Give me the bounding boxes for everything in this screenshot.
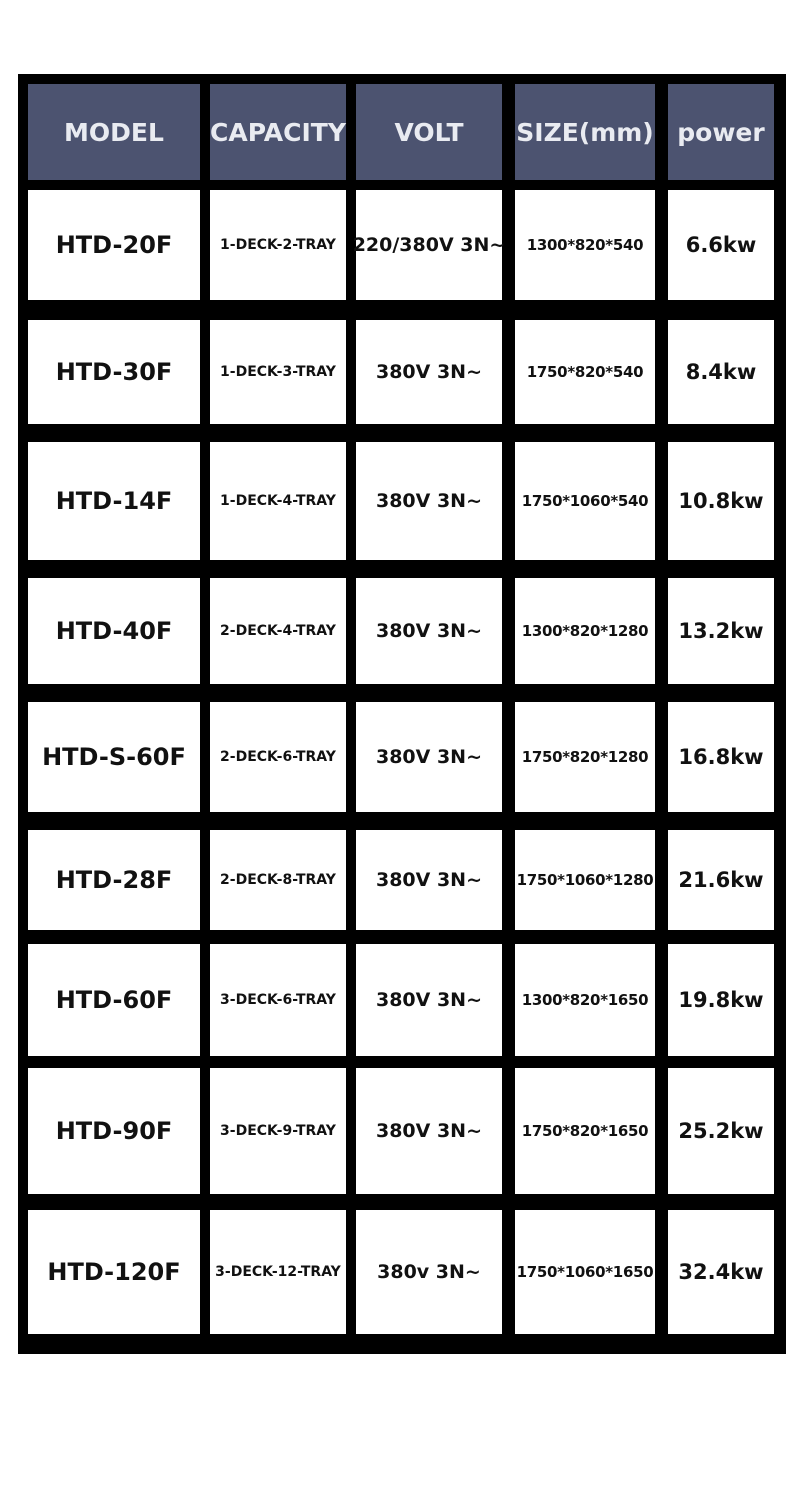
cell-model: HTD-40F: [55, 617, 173, 645]
cell-capacity: 1-DECK-4-TRAY: [220, 493, 336, 509]
table-row-8-capacity: [210, 1068, 346, 1194]
cell-size: 1300*820*1650: [521, 991, 649, 1009]
header-volt: [356, 84, 502, 180]
table-row-7-volt: [356, 944, 502, 1056]
table-row-9-volt: [356, 1210, 502, 1334]
table-row-3-model: [28, 442, 200, 560]
table-row-3-power: [668, 442, 774, 560]
cell-power: 21.6kw: [678, 868, 764, 892]
cell-model: HTD-30F: [55, 358, 173, 386]
table-row-7-model: [28, 944, 200, 1056]
table-row-1-model: [28, 190, 200, 300]
header-size: [515, 84, 655, 180]
cell-model: HTD-120F: [47, 1258, 181, 1286]
cell-capacity: 3-DECK-6-TRAY: [220, 992, 336, 1008]
table-row-4-model: [28, 578, 200, 684]
table-row-8-power: [668, 1068, 774, 1194]
cell-model: HTD-20F: [55, 231, 173, 259]
cell-model: HTD-S-60F: [42, 743, 186, 771]
table-row-5-capacity: [210, 702, 346, 812]
cell-size: 1750*820*1650: [521, 1122, 649, 1140]
header-model: [28, 84, 200, 180]
cell-volt: 220/380V 3N~: [352, 234, 506, 256]
cell-power: 32.4kw: [678, 1260, 764, 1284]
table-row-6-capacity: [210, 830, 346, 930]
table-row-9-power: [668, 1210, 774, 1334]
cell-size: 1750*820*540: [526, 363, 644, 381]
cell-volt: 380V 3N~: [375, 989, 483, 1011]
cell-size: 1750*1060*540: [521, 492, 649, 510]
table-row-6-size: [515, 830, 655, 930]
cell-capacity: 3-DECK-9-TRAY: [220, 1123, 336, 1139]
table-row-1-volt: [352, 190, 506, 300]
table-row-3-size: [515, 442, 655, 560]
cell-power: 10.8kw: [678, 489, 764, 513]
table-row-7-capacity: [210, 944, 346, 1056]
cell-capacity: 1-DECK-3-TRAY: [220, 364, 336, 380]
table-row-7-power: [668, 944, 774, 1056]
table-row-4-size: [515, 578, 655, 684]
table-row-5-power: [668, 702, 774, 812]
header-size-label: SIZE(mm): [516, 117, 654, 147]
cell-power: 8.4kw: [685, 360, 757, 384]
table-row-9-model: [28, 1210, 200, 1334]
table-row-3-volt: [356, 442, 502, 560]
table-row-6-model: [28, 830, 200, 930]
cell-capacity: 2-DECK-8-TRAY: [220, 872, 336, 888]
table-row-7-size: [515, 944, 655, 1056]
table-row-1-size: [515, 190, 655, 300]
cell-model: HTD-14F: [55, 487, 173, 515]
cell-size: 1750*820*1280: [521, 748, 649, 766]
cell-size: 1300*820*540: [526, 236, 644, 254]
header-capacity: [210, 84, 346, 180]
cell-model: HTD-90F: [55, 1117, 173, 1145]
table-row-5-model: [28, 702, 200, 812]
cell-power: 6.6kw: [685, 233, 757, 257]
header-power: [668, 84, 774, 180]
table-row-8-volt: [356, 1068, 502, 1194]
cell-size: 1300*820*1280: [521, 622, 649, 640]
header-volt-label: VOLT: [394, 117, 464, 147]
table-row-4-power: [668, 578, 774, 684]
cell-capacity: 2-DECK-4-TRAY: [220, 623, 336, 639]
table-row-8-size: [515, 1068, 655, 1194]
header-power-label: power: [677, 117, 765, 147]
table-row-2-volt: [356, 320, 502, 424]
table-row-4-volt: [356, 578, 502, 684]
cell-capacity: 3-DECK-12-TRAY: [215, 1264, 341, 1280]
table-row-5-volt: [356, 702, 502, 812]
cell-volt: 380V 3N~: [375, 1120, 483, 1142]
table-row-1-capacity: [210, 190, 346, 300]
cell-volt: 380V 3N~: [375, 490, 483, 512]
cell-size: 1750*1060*1650: [516, 1263, 654, 1281]
table-row-3-capacity: [210, 442, 346, 560]
cell-power: 19.8kw: [678, 988, 764, 1012]
table-row-2-capacity: [210, 320, 346, 424]
cell-capacity: 1-DECK-2-TRAY: [220, 237, 336, 253]
table-row-2-power: [668, 320, 774, 424]
cell-power: 16.8kw: [678, 745, 764, 769]
cell-capacity: 2-DECK-6-TRAY: [220, 749, 336, 765]
spec-table: [18, 74, 786, 1354]
table-row-8-model: [28, 1068, 200, 1194]
cell-volt: 380v 3N~: [377, 1261, 481, 1283]
cell-volt: 380V 3N~: [375, 361, 483, 383]
table-row-6-volt: [356, 830, 502, 930]
cell-volt: 380V 3N~: [375, 620, 483, 642]
table-row-9-capacity: [210, 1210, 346, 1334]
cell-power: 25.2kw: [678, 1119, 764, 1143]
table-row-5-size: [515, 702, 655, 812]
table-row-9-size: [515, 1210, 655, 1334]
table-row-4-capacity: [210, 578, 346, 684]
cell-volt: 380V 3N~: [375, 869, 483, 891]
cell-size: 1750*1060*1280: [516, 871, 654, 889]
table-row-6-power: [668, 830, 774, 930]
cell-power: 13.2kw: [678, 619, 764, 643]
cell-model: HTD-60F: [55, 986, 173, 1014]
header-capacity-label: CAPACITY: [210, 117, 346, 147]
table-row-2-model: [28, 320, 200, 424]
table-row-1-power: [668, 190, 774, 300]
table-row-2-size: [515, 320, 655, 424]
cell-volt: 380V 3N~: [375, 746, 483, 768]
cell-model: HTD-28F: [55, 866, 173, 894]
header-model-label: MODEL: [64, 117, 164, 147]
